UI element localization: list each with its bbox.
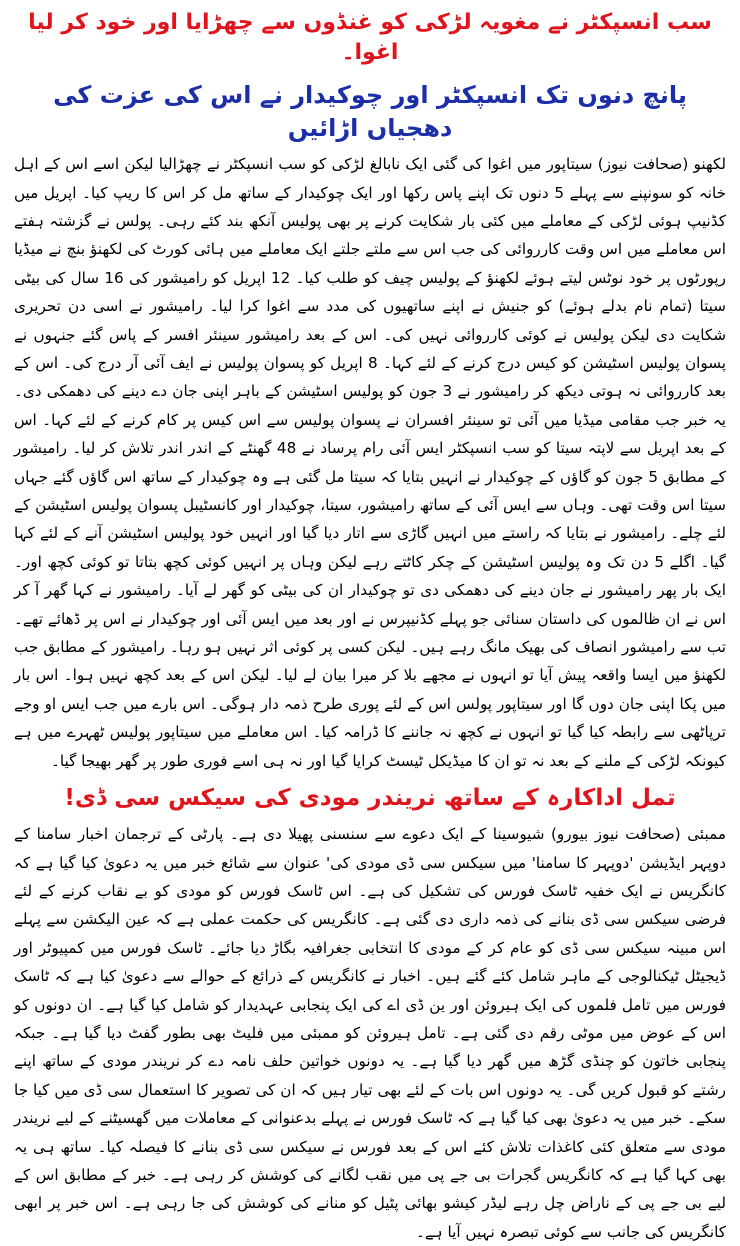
article1-headline: سب انسپکٹر نے مغویہ لڑکی کو غنڈوں سے چھڑایا اور خود کر لیا اغوا۔ <box>28 10 712 65</box>
article1-body: لکھنو (صحافت نیوز) سیتاپور میں اغوا کی گئی ایک نابالغ لڑکی کو سب انسپکٹر نے چھڑالیا لیکن اسے اس کے اہل خانہ کو سونپنے سے پہلے 5 دنوں تک اپنے پاس رکھا اور ایک چوکیدار کے ساتھ مل کر اس کا ریپ کیا۔ اپریل میں کڈنیپ ہوئی لڑکی کے معاملے میں کئی بار شکایت کرنے پر بھی پولیس آنکھ بند کئے رہی۔ پولس نے گزشتہ ہفتے اس معاملے میں اس وقت کارروائی کی جب اس سے ملتے جلتے ایک معاملے میں ہائی کورٹ کی لکھنؤ بنچ نے میڈیا رپورٹوں پر خود نوٹس لیتے ہوئے لکھنؤ کے پولیس چیف کو طلب کیا۔ 12 اپریل کو رامیشور کی 16 سال کی بیٹی سیتا (تمام نام بدلے ہوئے) کو جنیش نے اپنے ساتھیوں کی مدد سے اغوا کرا لیا۔ رامیشور نے اسی دن تحریری شکایت دی لیکن پولیس نے کوئی کارروائی نہیں کی۔ اس کے بعد رامیشور سینئر افسر کے پاس گئے جنہوں نے پسوان پولیس اسٹیشن کو کیس درج کرنے کے لئے کہا۔ 8 اپریل کو پسوان پولیس نے ایف آئی آر درج کی۔ اس کے بعد کارروائی نہ ہوتی دیکھ کر رامیشور نے 3 جون کو پولیس اسٹیشن کے باہر اپنی جان دے دینے کی دھمکی دی۔ یہ خبر جب مقامی میڈیا میں آئی تو سینئر افسران نے پسوان پولیس سے اس کیس پر کام کرنے کے لئے کہا۔ اس کے بعد اپریل سے لاپتہ سیتا کو سب انسپکٹر ایس آئی رام پرساد نے 48 گھنٹے کے اندر اندر تلاش کر لیا۔ رامیشور کے مطابق 5 جون کو گاؤں کے چوکیدار نے انہیں بتایا کہ سیتا مل گئی ہے وہ چوکیدار کے ساتھ اس گاؤں گئے جہاں سیتا اس وقت تھی۔ وہاں سے ایس آئی کے ساتھ رامیشور، سیتا، چوکیدار اور کانسٹیبل پسوان پولیس اسٹیشن کے لئے چلے۔ رامیشور نے بتایا کہ راستے میں انہیں گاڑی سے اتار دیا گیا اور انہیں خود پولیس اسٹیشن آنے کے لئے کہا گیا۔ اگلے 5 دن تک وہ پولیس اسٹیشن کے چکر کاٹتے رہے لیکن وہاں پر انہیں کوئی کچھ بتاتا تو کوئی کچھ اور۔ ایک بار پھر رامیشور نے جان دینے کی دھمکی دی تو چوکیدار ان کی بیٹی کو گھر لے آیا۔ رامیشور نے کہا گھر آ کر اس نے ان ظالموں کی داستان سنائی جو پہلے کڈنیپرس نے اور بعد میں ایس آئی اور چوکیدار نے اس پر ڈھائے تھے۔ تب سے رامیشور انصاف کی بھیک مانگ رہے ہیں۔ لیکن کسی پر کوئی اثر نہیں ہو رہا۔ رامیشور کے مطابق جب لکھنؤ میں ایسا واقعہ پیش آیا تو انہوں نے مجھے بلا کر میرا بیان لے لیا۔ لیکن اس کے بعد کچھ نہیں ہوا۔ اس بار میں پکا اپنی جان دوں گا اور سیتاپور پولس اس کے لئے پوری طرح ذمہ دار ہوگی۔ اس بارے میں جب ایس او وجے ترپاٹھی سے رابطہ کیا گیا تو انہوں نے کچھ نہ جاننے کا ڈرامہ کیا۔ اس معاملے میں سیتاپور پولیس ٹھہرے میں ہے کیونکہ لڑکی کے ملنے کے بعد نہ تو ان کا میڈیکل ٹیسٹ کرایا گیا اور نہ ہی اسے فوری طور پر گھر بھیجا گیا۔ <box>14 155 727 770</box>
article2-body: ممبئی (صحافت نیوز بیورو) شیوسینا کے ایک دعوے سے سنسنی پھیلا دی ہے۔ پارٹی کے ترجمان اخبار سامنا کے دوپہر ایڈیشن 'دوپہر کا سامنا' میں سیکس سی ڈی مودی کی' عنوان سے شائع خبر میں یہ دعویٰ کیا گیا ہے کہ کانگریس نے ایک خفیہ ٹاسک فورس کی تشکیل کی ہے۔ اس ٹاسک فورس کو مودی کو بے نقاب کرنے کے لئے فرضی سیکس سی ڈی بنانے کی ذمہ داری دی گئی ہے۔ کانگریس کی حکمت عملی ہے کہ عین الیکشن سے پہلے اس مبینہ سیکس سی ڈی کو عام کر کے مودی کا انتخابی جغرافیہ بگاڑ دیا جائے۔ ٹاسک فورس میں کمپیوٹر اور ڈیجیٹل ٹیکنالوجی کے ماہر شامل کئے گئے ہیں۔ اخبار نے کانگریس کے ذرائع کے حوالے سے دعویٰ کیا ہے کہ ٹاسک فورس میں تامل فلموں کی ایک ہیروئن اور ین ڈی اے کی ایک پنجابی عہدیدار کو شامل کیا گیا ہے۔ ان دونوں کو اس کے عوض میں موٹی رقم دی گئی ہے۔ تامل ہیروئن کو ممبئی میں فلیٹ بھی بطور گفٹ دیا گیا ہے۔ جبکہ پنجابی خاتون کو چنڈی گڑھ میں گھر دیا گیا ہے۔ یہ دونوں خواتین حلف نامہ دے کر نریندر مودی کے ساتھ اپنے رشتے کو قبول کریں گی۔ یہ دونوں اس بات کے لئے بھی تیار ہیں کہ ان کی تصویر کا استعمال سی ڈی میں کیا جا سکے۔ خبر میں یہ دعویٰ بھی کیا گیا ہے کہ ٹاسک فورس نے پہلے بدعنوانی کے معاملات میں گھسیٹنے کے لیے نریندر مودی سے متعلق کئی کاغذات تلاش کئے اس کے بعد فورس نے سیکس سی ڈی بنانے کا فیصلہ کیا۔ ساتھ ہی یہ بھی کہا گیا ہے کہ کانگریس گجرات بی جے پی میں نقب لگانے کی کوشش کر رہی ہے۔ خبر کے مطابق اس کے لیے بی جے پی کے ناراض چل رہے لیڈر کیشو بھائی پٹیل کو منانے کی کوشش کی جا رہی ہے۔ اس خبر پر ابھی کانگریس کی جانب سے کوئی تبصرہ نہیں آیا ہے۔ <box>14 825 726 1241</box>
article1-subheadline: پانچ دنوں تک انسپکٹر اور چوکیدار نے اس کی عزت کی دھجیاں اڑائیں <box>53 81 687 142</box>
article2-headline: تمل اداکارہ کے ساتھ نریندر مودی کی سیکس سی ڈی! <box>64 785 676 812</box>
